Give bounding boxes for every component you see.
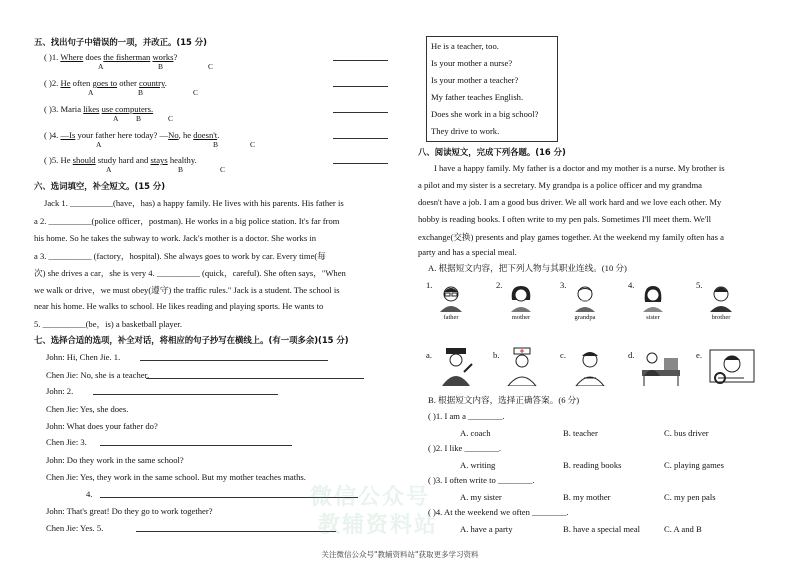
part-b-title: B. 根据短文内容，选择正确答案。(6 分) [428, 395, 580, 405]
options-box [426, 36, 558, 142]
s5-option-a: Where [60, 52, 84, 62]
s5-option-b: No [168, 130, 179, 140]
answer-line[interactable] [333, 138, 388, 139]
reading-line: I have a happy family. My father is a doctor and my mother is a nurse. My brother is [434, 163, 725, 173]
s5-text: healthy. [167, 155, 197, 165]
s5-item-number: ( )2. [44, 78, 59, 88]
option-sentence: He is a teacher, too. [431, 41, 499, 51]
answer-line[interactable] [333, 112, 388, 113]
answer-line[interactable] [146, 378, 364, 379]
choice-c[interactable]: C. my pen pals [664, 492, 716, 502]
passage-line: 5. __________(be，is) a basketball player. [34, 319, 182, 329]
person-label: father [443, 314, 459, 321]
nurse-icon [504, 346, 540, 386]
dialogue-line: John: Hi, Chen Jie. 1. [46, 352, 121, 362]
answer-line[interactable] [100, 445, 292, 446]
dialogue-line: Chen Jie: Yes, they work in the same school. But my mother teaches maths. [46, 472, 306, 482]
page-footer: 关注微信公众号"教辅资料站"获取更多学习资料 [321, 550, 479, 559]
reading-line: hobby is reading books. I often write to my pen pals. Sometimes I'll meet them. We'll [418, 214, 711, 224]
s5-item-number: ( )5. [44, 155, 59, 165]
option-sentence: Does she work in a big school? [431, 109, 539, 119]
person-number: 5. [696, 280, 703, 290]
s5-option-b: use [101, 104, 114, 114]
choice-b[interactable]: B. reading books [563, 460, 622, 470]
option-sentence: Is your mother a nurse? [431, 58, 513, 68]
s5-option-a: should [72, 155, 96, 165]
watermark: 微信公众号 [310, 485, 431, 510]
choice-b[interactable]: B. teacher [563, 428, 598, 438]
reading-line: party and has a special meal. [418, 247, 517, 257]
passage-line: 次) she drives a car，she is very 4. __________ (quick，careful). She often says，"When [34, 268, 346, 278]
label-a: A [98, 62, 104, 71]
s5-text: does [83, 52, 104, 62]
reading-line: a pilot and my sister is a secretary. My grandpa is a police officer and my grandma [418, 180, 702, 190]
job-letter: b. [493, 350, 500, 360]
option-sentence: They drive to work. [431, 126, 500, 136]
label-c: C [220, 165, 226, 174]
passage-line: a 3. __________ (factory，hospital). She always goes to work by car. Every time(每 [34, 251, 326, 261]
section7-title: 七、选择合适的选项，补全对话，将相应的句子抄写在横线上。(有一项多余)(15 分) [34, 335, 349, 345]
dialogue-line: John: Do they work in the same school? [46, 455, 184, 465]
s5-option-b: the fisherman [103, 52, 151, 62]
answer-line[interactable] [333, 163, 388, 164]
answer-line[interactable] [333, 86, 388, 87]
s5-option-c: doesn't [193, 130, 218, 140]
question: ( )1. I am a ________. [428, 411, 505, 421]
choice-c[interactable]: C. A and B [664, 524, 702, 534]
person-number: 2. [496, 280, 503, 290]
question: ( )4. At the weekend we often ________. [428, 507, 569, 517]
label-a: A [113, 114, 119, 123]
dialogue-line: Chen Jie: No, she is a teacher. [46, 370, 150, 380]
person-label: mother [511, 314, 531, 321]
s5-text: study hard and [95, 155, 151, 165]
job-letter: c. [560, 350, 566, 360]
choice-c[interactable]: C. playing games [664, 460, 724, 470]
part-a-title: A. 根据短文内容，把下列人物与其职业连线。(10 分) [428, 263, 627, 273]
grandpa-portrait-icon [570, 282, 600, 312]
dialogue-line: John: What does your father do? [46, 421, 158, 431]
s5-text: , he [178, 130, 194, 140]
s5-item-number: ( )3. [44, 104, 59, 114]
s5-option-c: country [139, 78, 165, 88]
choice-a[interactable]: A. my sister [460, 492, 502, 502]
s5-text: He [60, 155, 71, 165]
label-b: B [178, 165, 184, 174]
label-c: C [250, 140, 256, 149]
choice-a[interactable]: A. have a party [460, 524, 513, 534]
s5-option-c: computers. [113, 104, 154, 114]
secretary-desk-icon [640, 346, 682, 386]
sister-portrait-icon [638, 282, 668, 312]
label-b: B [213, 140, 219, 149]
label-a: A [88, 88, 94, 97]
police-officer-icon [438, 346, 474, 386]
s5-text: your father here today? — [75, 130, 169, 140]
person-label: brother [711, 314, 731, 321]
person-label: sister [646, 314, 660, 321]
section6-title: 六、选词填空，补全短文。(15 分) [34, 181, 166, 191]
passage-line: his home. So he takes the subway to work. Jack's mother is a doctor. She works in [34, 233, 316, 243]
label-c: C [168, 114, 174, 123]
option-sentence: Is your mother a teacher? [431, 75, 519, 85]
s5-text: Maria [60, 104, 82, 114]
option-sentence: My father teaches English. [431, 92, 524, 102]
label-a: A [96, 140, 102, 149]
choice-c[interactable]: C. bus driver [664, 428, 709, 438]
person-number: 4. [628, 280, 635, 290]
label-b: B [138, 88, 144, 97]
s5-option-a: likes [83, 104, 100, 114]
label-c: C [193, 88, 199, 97]
choice-a[interactable]: A. coach [460, 428, 491, 438]
dialogue-line: Chen Jie: Yes. 5. [46, 523, 104, 533]
passage-line: a 2. __________(police officer，postman). He works in a big police station. It's far from [34, 216, 340, 226]
question: ( )2. I like ________. [428, 443, 502, 453]
father-portrait-icon [436, 282, 466, 312]
label-b: B [136, 114, 142, 123]
answer-line[interactable] [333, 60, 388, 61]
dialogue-line: Chen Jie: 3. [46, 437, 87, 447]
s5-text: often [70, 78, 93, 88]
job-letter: d. [628, 350, 635, 360]
answer-line[interactable] [136, 531, 336, 532]
person-number: 3. [560, 280, 567, 290]
watermark: 教辅资料站 [318, 513, 439, 538]
s5-item-number: ( )4. [44, 130, 59, 140]
section5-title: 五、找出句子中错误的一项，并改正。(15 分) [34, 37, 207, 47]
question: ( )3. I often write to ________. [428, 475, 535, 485]
answer-line[interactable] [140, 360, 328, 361]
s5-option-b: goes to [92, 78, 118, 88]
bus-driver-icon [708, 346, 756, 386]
job-letter: e. [696, 350, 702, 360]
s5-text: ? [173, 52, 178, 62]
s5-item-number: ( )1. [44, 52, 59, 62]
person-number: 1. [426, 280, 433, 290]
choice-b[interactable]: B. have a special meal [563, 524, 641, 534]
pilot-icon [570, 346, 610, 386]
dialogue-line: John: That's great! Do they go to work together? [46, 506, 213, 516]
label-b: B [158, 62, 164, 71]
s5-text: . [164, 78, 167, 88]
s5-text: other [117, 78, 140, 88]
label-a: A [106, 165, 112, 174]
passage-line: near his home. He walks to school. He likes reading and playing sports. He wants to [34, 301, 324, 311]
brother-portrait-icon [706, 282, 736, 312]
job-letter: a. [426, 350, 432, 360]
person-label: grandpa [574, 314, 596, 321]
passage-line: Jack 1. __________(have，has) a happy family. He lives with his parents. His father is [44, 198, 344, 208]
choice-a[interactable]: A. writing [460, 460, 496, 470]
reading-line: exchange(交换) presents and play games together. At the weekend my family often has a [418, 232, 724, 242]
label-c: C [208, 62, 214, 71]
dialogue-line: John: 2. [46, 386, 74, 396]
s5-option-a: —Is [60, 130, 76, 140]
s5-text: . [217, 130, 220, 140]
answer-line[interactable] [93, 394, 278, 395]
s5-option-c: works [152, 52, 174, 62]
section8-title: 八、阅读短文，完成下列各题。(16 分) [418, 147, 566, 157]
reading-line: doesn't have a job. I am a good bus driver. We all work hard and we love each other. My [418, 197, 722, 207]
passage-line: we walk or drive，we must obey(遵守) the traffic rules." Jack is a student. The school is [34, 285, 340, 295]
mother-portrait-icon [506, 282, 536, 312]
s5-option-a: He [60, 78, 71, 88]
dialogue-line: Chen Jie: Yes, she does. [46, 404, 129, 414]
s5-option-c: stays [150, 155, 168, 165]
dialogue-line: 4. [86, 489, 93, 499]
choice-b[interactable]: B. my mother [563, 492, 611, 502]
